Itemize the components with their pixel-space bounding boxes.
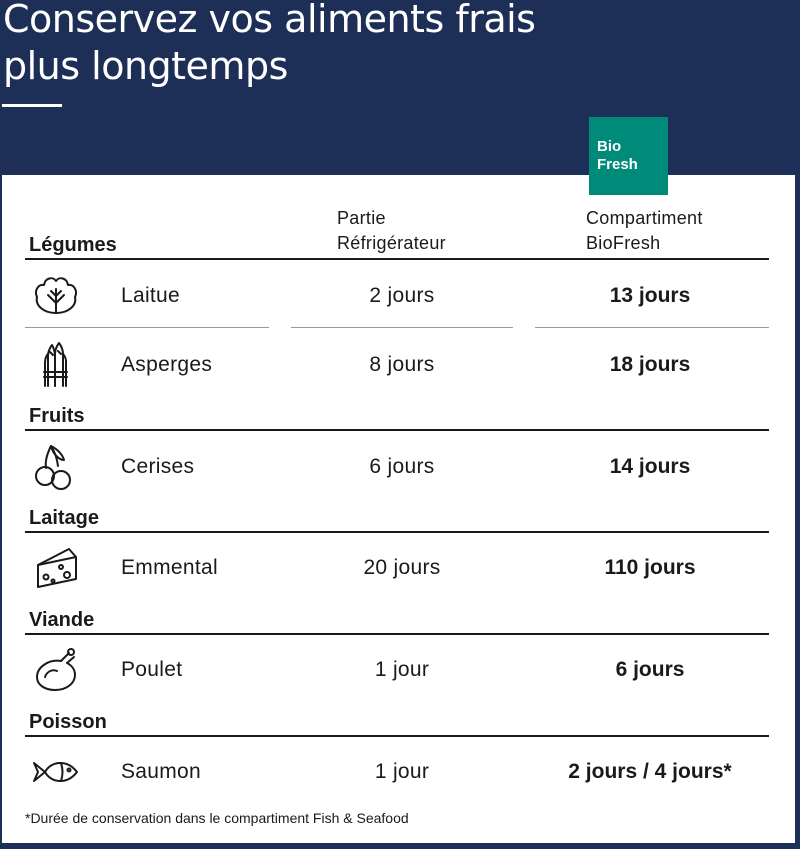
item-name: Laitue [121,284,181,307]
table-row [0,442,800,492]
fridge-duration: 1 jour [374,658,430,681]
cheese-icon [31,545,81,591]
row-divider [291,327,513,328]
biofresh-badge: Bio Fresh [589,117,668,195]
column-header-fridge: Partie Réfrigérateur [337,208,446,253]
biofresh-duration: 18 jours [609,353,691,376]
fridge-duration: 20 jours [363,556,441,579]
category-label-laitage: Laitage [29,507,100,529]
category-rule [25,633,769,635]
table-row [0,747,800,797]
table-row [0,271,800,321]
category-rule [25,531,769,533]
row-divider [25,327,269,328]
item-name: Saumon [121,760,202,783]
asparagus-icon [31,342,81,388]
item-name: Poulet [121,658,183,681]
category-label-legumes: Légumes [29,234,117,256]
fridge-duration: 1 jour [374,760,430,783]
cherries-icon [31,444,81,490]
category-label-poisson: Poisson [29,711,107,733]
category-rule [25,429,769,431]
title-underline [2,104,62,107]
item-name: Emmental [121,556,218,579]
fish-icon [31,749,81,795]
fridge-duration: 6 jours [369,455,435,478]
category-rule [25,735,769,737]
item-name: Asperges [121,353,213,376]
biofresh-duration: 110 jours [604,556,696,579]
category-label-fruits: Fruits [29,405,85,427]
category-rule [25,258,769,260]
biofresh-duration: 6 jours [615,658,685,681]
table-row [0,543,800,593]
header-banner [0,0,800,175]
fridge-duration: 8 jours [369,353,435,376]
table-row [0,340,800,390]
chicken-icon [31,647,81,693]
item-name: Cerises [121,455,195,478]
page-title: Conservez vos aliments frais plus longtemps [3,0,536,88]
biofresh-duration: 2 jours / 4 jours* [568,760,732,783]
biofresh-duration: 14 jours [609,455,691,478]
footnote: *Durée de conservation dans le compartiment Fish & Seafood [25,810,409,826]
category-label-viande: Viande [29,609,95,631]
fridge-duration: 2 jours [369,284,435,307]
biofresh-duration: 13 jours [609,284,691,307]
lettuce-icon [31,273,81,319]
row-divider [535,327,769,328]
column-header-biofresh: Compartiment BioFresh [586,208,703,253]
table-row [0,645,800,695]
